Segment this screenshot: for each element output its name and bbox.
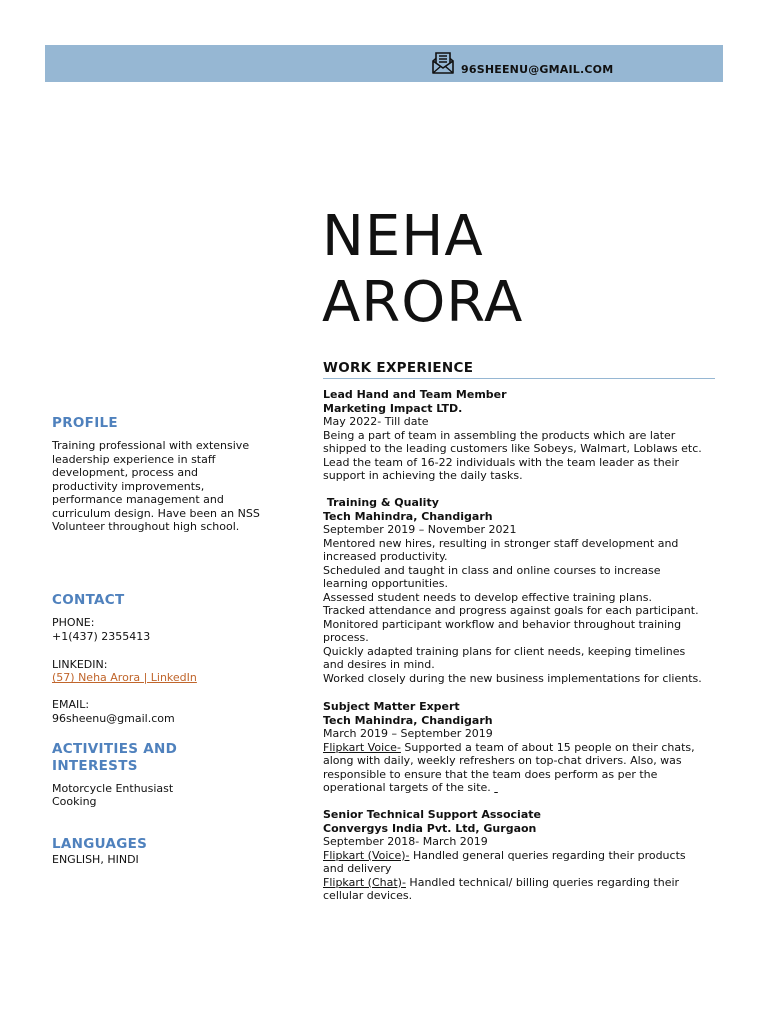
activities-heading-line1: ACTIVITIES AND xyxy=(52,741,178,757)
activity-item: Motorcycle Enthusiast xyxy=(52,782,174,795)
activities-heading-line2: INTERESTS xyxy=(52,758,138,774)
email-label: EMAIL: xyxy=(52,698,90,711)
job-line: and delivery xyxy=(323,862,392,875)
job-line-text: Handled general queries regarding their products xyxy=(409,848,686,862)
job-role: Training & Quality xyxy=(323,496,439,509)
first-name: NEHA xyxy=(322,204,484,269)
flipkart-voice-link[interactable]: Flipkart (Voice)- xyxy=(323,848,410,862)
phone-label: PHONE: xyxy=(52,616,95,629)
job-line: shipped to the leading customers like Sobeys, Walmart, Loblaws etc. xyxy=(323,442,702,455)
last-name: ARORA xyxy=(322,270,524,335)
job-dates: May 2022- Till date xyxy=(323,415,429,428)
job-line: Mentored new hires, resulting in stronger staff development and xyxy=(323,536,679,550)
contact-heading: CONTACT xyxy=(52,592,125,608)
profile-text: Training professional with extensive leadership experience in staff development, process and productivity improvements, performance management and curriculum design. Have been an NSS Volunteer throughout high school. xyxy=(52,439,260,533)
candidate-name xyxy=(322,204,523,336)
linkedin-label: LINKEDIN: xyxy=(52,658,108,671)
languages-text: ENGLISH, HINDI xyxy=(52,853,139,866)
job-line: process. xyxy=(323,631,369,644)
job-role: Senior Technical Support Associate xyxy=(323,808,541,821)
section-divider xyxy=(323,378,715,379)
underline-mark xyxy=(494,781,498,794)
job-line: increased productivity. xyxy=(323,550,448,563)
job-line: Lead the team of 16-22 individuals with the team leader as their xyxy=(323,455,680,469)
job-line: learning opportunities. xyxy=(323,577,448,590)
header-email[interactable]: 96SHEENU@GMAIL.COM xyxy=(461,63,614,76)
job-company: Convergys India Pvt. Ltd, Gurgaon xyxy=(323,821,537,835)
job-company: Tech Mahindra, Chandigarh xyxy=(323,509,493,523)
job-line xyxy=(323,876,723,890)
job-company: Tech Mahindra, Chandigarh xyxy=(323,713,493,727)
job-line: support in achieving the daily tasks. xyxy=(323,469,523,482)
job-line: and desires in mind. xyxy=(323,658,435,671)
job-line-text: operational targets of the site. xyxy=(323,781,491,794)
job-line xyxy=(323,781,723,795)
job-line: Being a part of team in assembling the products which are later xyxy=(323,428,676,442)
job-dates: March 2019 – September 2019 xyxy=(323,727,493,740)
job-line: Monitored participant workflow and behavior throughout training xyxy=(323,617,682,631)
job-line xyxy=(323,849,723,863)
job-role: Lead Hand and Team Member xyxy=(323,388,507,401)
activities-heading xyxy=(52,741,177,775)
job-line xyxy=(323,741,723,755)
job-line: Assessed student needs to develop effective training plans. xyxy=(323,590,652,604)
job-line: Tracked attendance and progress against goals for each participant. xyxy=(323,604,699,617)
job-entry xyxy=(323,808,723,903)
phone-value: +1(437) 2355413 xyxy=(52,630,151,643)
job-line: Worked closely during the new business implementations for clients. xyxy=(323,671,702,685)
job-company: Marketing Impact LTD. xyxy=(323,401,463,415)
flipkart-voice-link[interactable]: Flipkart Voice- xyxy=(323,740,401,754)
job-line-text: Handled technical/ billing queries regarding their xyxy=(405,875,680,889)
flipkart-chat-link[interactable]: Flipkart (Chat)- xyxy=(323,875,406,889)
job-line: along with daily, weekly refreshers on top-chat drivers. Also, was xyxy=(323,754,682,767)
activity-item: Cooking xyxy=(52,795,97,808)
job-line: cellular devices. xyxy=(323,889,413,902)
languages-heading: LANGUAGES xyxy=(52,836,148,852)
job-dates: September 2019 – November 2021 xyxy=(323,523,517,536)
work-experience-heading: WORK EXPERIENCE xyxy=(323,360,474,376)
job-line-text: Supported a team of about 15 people on their chats, xyxy=(400,740,695,754)
job-dates: September 2018- March 2019 xyxy=(323,835,488,848)
job-role: Subject Matter Expert xyxy=(323,700,460,713)
envelope-icon xyxy=(431,51,455,75)
job-entry xyxy=(323,496,723,685)
profile-heading: PROFILE xyxy=(52,415,118,431)
job-entry xyxy=(323,388,723,483)
job-line: Quickly adapted training plans for client needs, keeping timelines xyxy=(323,644,686,658)
linkedin-link[interactable]: (57) Neha Arora | LinkedIn xyxy=(52,671,197,684)
job-entry xyxy=(323,700,723,795)
email-value: 96sheenu@gmail.com xyxy=(52,712,175,725)
job-line: Scheduled and taught in class and online courses to increase xyxy=(323,563,661,577)
job-line: responsible to ensure that the team does perform as per the xyxy=(323,767,658,781)
header-bar xyxy=(45,45,723,82)
